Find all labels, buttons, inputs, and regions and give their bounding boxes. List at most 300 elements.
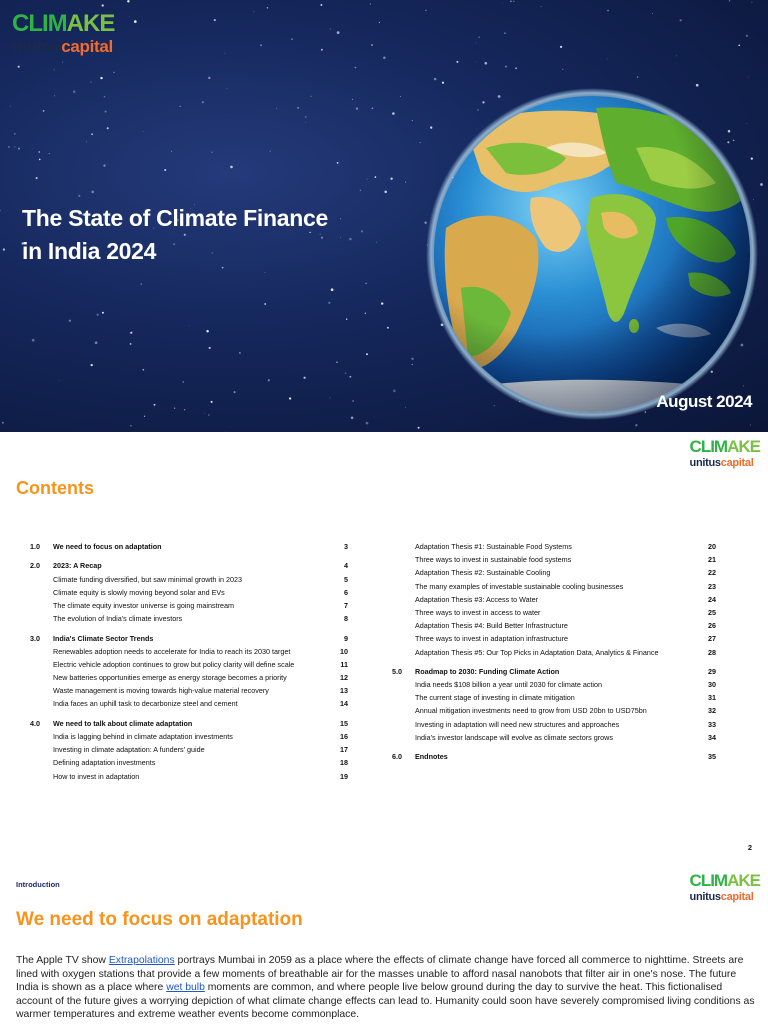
star xyxy=(62,62,63,63)
toc-entry[interactable] xyxy=(392,593,716,606)
toc-entry-label: 2023: A Recap xyxy=(53,561,102,571)
toc-entry-label: We need to focus on adaptation xyxy=(53,542,162,551)
star xyxy=(268,379,270,381)
toc-entry[interactable] xyxy=(392,691,716,704)
star xyxy=(304,377,306,379)
unitus-capital-wordmark: unituscapital xyxy=(12,37,113,56)
star xyxy=(637,76,638,77)
toc-entry[interactable] xyxy=(392,553,716,566)
toc-column-left xyxy=(30,540,348,783)
toc-entry-page: 30 xyxy=(708,680,716,690)
star xyxy=(351,417,354,420)
star xyxy=(291,38,293,40)
toc-entry-page: 20 xyxy=(708,542,716,551)
star xyxy=(103,164,105,166)
toc-entry-label: Adaptation Thesis #2: Sustainable Cooling xyxy=(415,568,551,578)
star xyxy=(331,288,334,291)
contents-heading: Contents xyxy=(16,478,94,498)
toc-entry-page: 7 xyxy=(344,600,348,610)
toc-entry-label: Endnotes xyxy=(415,752,448,762)
intro-heading: We need to focus on adaptation xyxy=(16,909,303,930)
toc-entry-number xyxy=(392,632,415,645)
star xyxy=(515,67,517,69)
star xyxy=(179,106,180,107)
toc-entry-number xyxy=(392,540,415,553)
toc-entry[interactable] xyxy=(30,671,348,684)
toc-entry-page: 28 xyxy=(708,647,716,657)
star xyxy=(562,69,563,70)
star xyxy=(141,284,142,285)
star xyxy=(2,422,4,424)
star xyxy=(69,320,71,322)
star xyxy=(208,77,210,79)
toc-entry-label: Adaptation Thesis #4: Build Better Infrastructure xyxy=(415,621,568,631)
toc-entry[interactable] xyxy=(30,599,348,612)
star xyxy=(320,4,322,6)
toc-entry[interactable] xyxy=(30,756,348,769)
toc-entry-number xyxy=(30,671,53,684)
toc-entry-page: 34 xyxy=(708,732,716,742)
star xyxy=(371,44,373,46)
star xyxy=(510,0,512,2)
star xyxy=(365,313,366,314)
toc-entry-page: 6 xyxy=(344,587,348,597)
star xyxy=(154,404,156,406)
star xyxy=(356,107,358,109)
toc-entry-number xyxy=(392,731,415,744)
toc-entry-page: 35 xyxy=(708,752,716,762)
star xyxy=(227,88,228,89)
star xyxy=(384,191,387,194)
unitus-capital-wordmark: unituscapital xyxy=(689,457,754,469)
toc-entry[interactable] xyxy=(30,540,348,553)
toc-entry-label: India is lagging behind in climate adaptation investments xyxy=(53,732,233,741)
toc-entry-number xyxy=(392,566,415,579)
star xyxy=(387,327,389,329)
toc-entry[interactable] xyxy=(30,586,348,599)
star xyxy=(264,303,266,305)
star xyxy=(95,341,98,344)
star xyxy=(234,391,236,393)
star xyxy=(209,347,211,349)
toc-entry-label: The evolution of India's climate investors xyxy=(53,614,183,624)
star xyxy=(0,210,1,212)
toc-entry-label: Three ways to invest in sustainable food systems xyxy=(415,555,572,565)
star xyxy=(485,62,488,65)
section-tag: Introduction xyxy=(16,880,60,889)
toc-entry-label: The climate equity investor universe is going mainstream xyxy=(53,600,234,610)
star xyxy=(86,141,87,142)
toc-entry-page: 13 xyxy=(340,686,348,696)
star xyxy=(390,178,392,180)
toc-entry-page: 18 xyxy=(340,758,348,768)
toc-entry[interactable] xyxy=(30,632,348,645)
star xyxy=(738,44,740,46)
toc-entry-label: Annual mitigation investments need to grow from USD 20bn to USD75bn xyxy=(415,706,647,716)
star xyxy=(54,69,55,70)
page-number: 2 xyxy=(747,843,752,852)
star xyxy=(184,409,185,410)
star xyxy=(230,166,233,169)
star xyxy=(321,49,323,51)
star xyxy=(276,108,277,109)
star xyxy=(15,146,16,147)
toc-entry-label: Investing in adaptation will need new structures and approaches xyxy=(415,719,620,729)
star xyxy=(3,248,5,250)
star xyxy=(405,182,406,183)
star xyxy=(204,413,205,414)
toc-entry-label: Adaptation Thesis #1: Sustainable Food Systems xyxy=(415,542,572,551)
climake-wordmark: CLIMAKE xyxy=(689,437,760,456)
toc-entry-label: Three ways to invest in adaptation infrastructure xyxy=(415,634,569,644)
star xyxy=(746,35,748,37)
toc-entry-number: 6.0 xyxy=(392,752,402,762)
star xyxy=(107,127,109,129)
toc-entry-page: 11 xyxy=(340,659,348,669)
extrapolations-link[interactable]: Extrapolations xyxy=(108,955,175,966)
star xyxy=(239,352,241,354)
toc-entry-number xyxy=(30,684,53,697)
toc-entry[interactable] xyxy=(392,678,716,691)
toc-entry-page: 27 xyxy=(708,634,716,644)
toc-entry[interactable] xyxy=(30,697,348,710)
star xyxy=(130,425,132,427)
star xyxy=(405,407,406,408)
publication-date: August 2024 xyxy=(656,392,752,411)
toc-entry[interactable] xyxy=(30,645,348,658)
toc-entry[interactable] xyxy=(392,632,716,645)
star xyxy=(189,326,190,327)
star xyxy=(346,319,347,320)
star xyxy=(370,4,371,5)
star xyxy=(607,59,608,60)
toc-entry-number xyxy=(30,573,53,586)
toc-entry-number: 1.0 xyxy=(30,542,40,551)
star xyxy=(367,179,368,180)
star xyxy=(32,339,35,342)
star xyxy=(174,408,175,409)
star xyxy=(59,380,60,381)
toc-entry-page: 31 xyxy=(708,693,716,703)
star xyxy=(129,16,130,17)
toc-entry-page: 23 xyxy=(708,581,716,591)
intro-text-2: portrays Mumbai in 2059 as a place where the effects of climate change have forced all commerce to nighttime. Streets are lined with oxygen stations that provide a few moments of breathable air for the masses unable to afford nasal nanobots that filter air in one's nose. The future India is shown as a place where xyxy=(16,955,744,994)
star xyxy=(202,101,204,103)
star xyxy=(18,66,20,68)
cover-page xyxy=(0,0,768,432)
star xyxy=(381,302,383,304)
intro-logo xyxy=(690,872,760,903)
star xyxy=(142,369,144,371)
star xyxy=(91,191,94,194)
star xyxy=(14,133,16,135)
toc-entry-label: How to invest in adaptation xyxy=(53,771,140,781)
toc-entry-label: Renewables adoption needs to accelerate for India to reach its 2030 target xyxy=(53,646,291,656)
toc-entry-page: 25 xyxy=(708,607,716,617)
toc-entry-page: 8 xyxy=(344,614,348,624)
toc-entry-page: 5 xyxy=(344,574,348,584)
star xyxy=(90,81,91,82)
star xyxy=(360,190,361,191)
star xyxy=(36,177,38,179)
toc-entry[interactable] xyxy=(30,730,348,743)
toc-entry-label: India needs $108 billion a year until 2030 for climate action xyxy=(415,680,602,690)
star xyxy=(352,99,353,100)
star xyxy=(329,397,330,398)
star xyxy=(39,151,40,152)
toc-entry-number: 5.0 xyxy=(392,666,402,676)
star xyxy=(214,19,216,21)
toc-entry-page: 15 xyxy=(340,718,348,728)
toc-entry[interactable] xyxy=(392,566,716,579)
toc-entry-page: 17 xyxy=(340,745,348,755)
star xyxy=(541,6,542,7)
star xyxy=(100,77,102,79)
star xyxy=(375,176,377,178)
toc-entry-label: India faces an uphill task to decarbonize steel and cement xyxy=(53,699,238,709)
climake-wordmark: CLIMAKE xyxy=(689,871,760,890)
toc-entry-number xyxy=(392,678,415,691)
star xyxy=(412,120,413,121)
toc-entry-page: 19 xyxy=(340,771,348,781)
intro-paragraph xyxy=(16,954,756,1022)
star xyxy=(143,131,144,132)
toc-entry[interactable] xyxy=(30,573,348,586)
toc-entry-label: The many examples of investable sustainable cooling businesses xyxy=(415,581,624,591)
toc-entry-label: Waste management is moving towards high-value material recovery xyxy=(53,686,269,696)
star xyxy=(760,183,763,186)
star xyxy=(442,82,444,84)
unitus-capital-wordmark: unituscapital xyxy=(689,891,754,903)
toc-entry-number xyxy=(30,612,53,625)
cover-title-line-1: The State of Climate Finance xyxy=(22,205,328,231)
star xyxy=(130,343,132,345)
star xyxy=(365,283,367,285)
toc-entry-number: 4.0 xyxy=(30,718,40,728)
toc-entry-number xyxy=(392,704,415,717)
toc-entry-number xyxy=(30,645,53,658)
toc-entry[interactable] xyxy=(30,770,348,783)
star xyxy=(372,108,373,109)
star xyxy=(696,84,699,87)
earth-globe-illustration xyxy=(426,88,758,420)
star xyxy=(328,302,330,304)
star xyxy=(336,361,338,363)
toc-entry-number xyxy=(392,646,415,659)
star xyxy=(652,13,653,14)
toc-entry[interactable] xyxy=(392,718,716,731)
star xyxy=(635,424,637,426)
star xyxy=(352,400,354,402)
toc-entry-label: Electric vehicle adoption continues to grow but policy clarity will define scale xyxy=(53,659,295,669)
star xyxy=(127,0,129,2)
star xyxy=(400,96,401,97)
toc-entry-label: Adaptation Thesis #3: Access to Water xyxy=(415,594,539,604)
star xyxy=(91,133,93,135)
star xyxy=(418,427,420,429)
toc-entry-number xyxy=(392,619,415,632)
star xyxy=(337,31,340,34)
star xyxy=(425,10,426,11)
toc-entry-page: 21 xyxy=(708,555,716,565)
toc-entry-number xyxy=(392,718,415,731)
star xyxy=(267,7,268,8)
star xyxy=(225,53,226,54)
toc-entry-label: Three ways to invest in access to water xyxy=(415,607,541,617)
star xyxy=(211,401,213,403)
wet-bulb-link[interactable]: wet bulb xyxy=(166,982,205,994)
toc-entry[interactable] xyxy=(30,684,348,697)
toc-entry[interactable] xyxy=(392,606,716,619)
toc-entry-page: 14 xyxy=(340,699,348,709)
toc-entry[interactable] xyxy=(392,665,716,678)
toc-entry[interactable] xyxy=(30,612,348,625)
star xyxy=(505,66,507,68)
toc-entry-page: 32 xyxy=(708,706,716,716)
star xyxy=(18,148,20,150)
toc-entry[interactable] xyxy=(392,704,716,717)
star xyxy=(560,46,562,48)
toc-entry-page: 9 xyxy=(344,633,348,643)
star xyxy=(171,151,172,152)
toc-entry-number xyxy=(30,730,53,743)
toc-entry[interactable] xyxy=(392,646,716,659)
star xyxy=(54,95,55,96)
toc-column-right xyxy=(392,540,716,763)
toc-entry-number xyxy=(392,606,415,619)
toc-entry-label: Climate funding diversified, but saw minimal growth in 2023 xyxy=(53,574,242,584)
star xyxy=(305,116,307,118)
star xyxy=(750,424,751,425)
toc-entry-number xyxy=(392,691,415,704)
contents-logo xyxy=(690,438,760,469)
toc-entry-label: New batteries opportunities emerge as energy storage becomes a priority xyxy=(53,673,287,683)
star xyxy=(330,29,331,30)
star xyxy=(476,43,477,44)
toc-entry-number xyxy=(392,553,415,566)
toc-entry-label: Climate equity is slowly moving beyond solar and EVs xyxy=(53,587,225,597)
toc-entry-page: 24 xyxy=(708,594,716,604)
star xyxy=(366,353,368,355)
toc-entry-label: India's Climate Sector Trends xyxy=(53,633,154,643)
toc-entry-page: 26 xyxy=(708,621,716,631)
star xyxy=(104,96,106,98)
star xyxy=(265,272,266,273)
toc-entry-number xyxy=(30,743,53,756)
toc-entry[interactable] xyxy=(30,717,348,730)
star xyxy=(412,364,413,365)
toc-entry-label: Defining adaptation investments xyxy=(53,758,156,768)
star xyxy=(349,376,351,378)
toc-entry-page: 10 xyxy=(340,646,348,656)
toc-entry-label: Investing in climate adaptation: A funders' guide xyxy=(53,745,205,755)
star xyxy=(297,107,298,108)
star xyxy=(504,32,506,34)
toc-entry[interactable] xyxy=(392,619,716,632)
toc-entry-number xyxy=(30,697,53,710)
star xyxy=(392,112,395,115)
toc-entry[interactable] xyxy=(30,559,348,572)
star xyxy=(729,0,730,1)
star xyxy=(39,159,41,161)
star xyxy=(478,37,479,38)
star xyxy=(73,91,75,93)
toc-entry-label: Roadmap to 2030: Funding Climate Action xyxy=(415,666,560,676)
toc-entry-label: The current stage of investing in climate mitigation xyxy=(415,693,575,703)
toc-entry-number xyxy=(30,599,53,612)
toc-entry[interactable] xyxy=(392,750,716,763)
toc-entry-number xyxy=(392,593,415,606)
toc-entry[interactable] xyxy=(392,731,716,744)
toc-entry-label: Adaptation Thesis #5: Our Top Picks in Adaptation Data, Analytics & Finance xyxy=(415,647,659,657)
star xyxy=(379,22,380,23)
star xyxy=(8,146,10,148)
star xyxy=(130,332,132,334)
star xyxy=(113,72,114,73)
toc-entry-page: 16 xyxy=(340,732,348,741)
toc-entry-page: 3 xyxy=(344,542,348,551)
toc-entry-number: 3.0 xyxy=(30,633,40,643)
star xyxy=(96,313,98,315)
contents-page xyxy=(0,432,768,860)
star xyxy=(337,162,339,164)
star xyxy=(310,96,311,97)
toc-entry-number xyxy=(30,770,53,783)
cover-title-line-2: in India 2024 xyxy=(22,238,157,264)
star xyxy=(383,57,386,60)
star xyxy=(305,122,306,123)
toc-entry-page: 29 xyxy=(708,666,716,676)
star xyxy=(456,61,458,63)
star xyxy=(748,76,749,77)
toc-entry-page: 22 xyxy=(708,568,716,578)
star xyxy=(10,106,11,107)
climake-wordmark: CLIMAKE xyxy=(12,10,115,37)
star xyxy=(513,1,514,2)
star xyxy=(144,416,145,417)
star xyxy=(345,372,347,374)
star xyxy=(270,151,271,152)
toc-entry-page: 12 xyxy=(340,673,348,683)
star xyxy=(164,169,166,171)
star xyxy=(260,44,262,46)
toc-entry-number xyxy=(30,658,53,671)
star xyxy=(49,153,50,154)
star xyxy=(475,61,476,62)
star xyxy=(211,152,212,153)
star xyxy=(91,364,93,366)
introduction-page xyxy=(0,860,768,1024)
toc-entry[interactable] xyxy=(30,743,348,756)
toc-entry-label: We need to talk about climate adaptation xyxy=(53,718,193,728)
star xyxy=(134,20,137,23)
star xyxy=(206,330,208,332)
toc-entry-number xyxy=(30,756,53,769)
toc-entry[interactable] xyxy=(30,658,348,671)
toc-entry[interactable] xyxy=(392,580,716,593)
star xyxy=(105,111,107,113)
star xyxy=(102,312,104,314)
star xyxy=(208,414,210,416)
star xyxy=(355,67,357,69)
toc-entry-page: 4 xyxy=(344,561,348,571)
intro-text-3: moments are common, and where people live below ground during the day to survive the heat. This fictionalised account of the future gives a worrying depiction of what climate change effects can lead to. Humanity could soon have severely compromised living conditions as warmer temperatures and extreme weather events become commonplace. xyxy=(16,982,755,1021)
star xyxy=(102,4,104,6)
star xyxy=(434,78,436,80)
star xyxy=(254,12,255,13)
star xyxy=(607,10,609,12)
toc-entry[interactable] xyxy=(392,540,716,553)
